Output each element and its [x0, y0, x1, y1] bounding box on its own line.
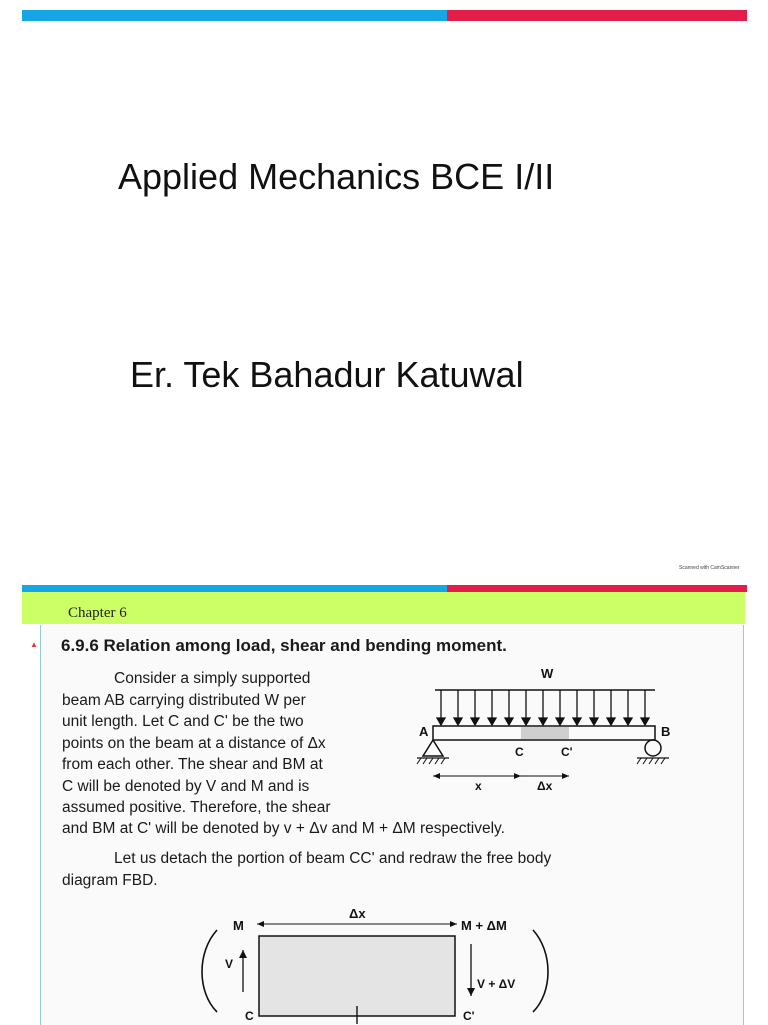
label-b: B: [661, 724, 671, 739]
para1-line: from each other. The shear and BM at: [62, 756, 323, 773]
moment-arrow-right: [533, 930, 548, 1012]
fbd-label-vdv: V + ΔV: [477, 977, 516, 991]
label-a: A: [419, 724, 429, 739]
beam-diagram: [405, 660, 705, 800]
slide-author: Er. Tek Bahadur Katuwal: [130, 354, 524, 395]
para2-line: diagram FBD.: [62, 871, 158, 889]
load-arrows: [437, 690, 649, 725]
roller-support: [645, 740, 661, 756]
fbd-beam-segment: [259, 936, 455, 1016]
label-c-prime: C': [561, 745, 573, 759]
chapter-band: [22, 592, 745, 624]
label-dx: Δx: [537, 779, 553, 793]
slide2-bar-red: [447, 585, 747, 592]
fbd-label-v: V: [225, 957, 234, 971]
slide-title: Applied Mechanics BCE I/II: [118, 156, 555, 197]
paragraph-1-end: and BM at C' will be denoted by v + Δv and M + ΔM respectively.: [62, 820, 505, 837]
para1-line: C will be denoted by V and M and is: [62, 777, 310, 795]
pin-support: [423, 740, 443, 756]
fbd-label-m: M: [233, 918, 244, 933]
fbd-label-c-prime: C': [463, 1009, 475, 1023]
fbd-label-dx: Δx: [349, 906, 366, 921]
bullet-marker: ▲: [30, 640, 38, 649]
para1-line: assumed positive. Therefore, the shear: [62, 799, 331, 816]
load-label: W: [541, 666, 554, 681]
fbd-diagram: [195, 900, 555, 1024]
paragraph-1: [62, 668, 382, 819]
fbd-label-mdm: M + ΔM: [461, 918, 507, 933]
para1-line: Consider a simply supported: [114, 670, 311, 687]
top-bar-blue: [22, 10, 447, 21]
para2-line: Let us detach the portion of beam CC' and redraw the free body: [114, 850, 552, 867]
paragraph-2: [62, 848, 702, 891]
slide2-bar-blue: [22, 585, 447, 592]
label-c: C: [515, 745, 524, 759]
top-bar-red: [447, 10, 747, 21]
para1-line: unit length. Let C and C' be the two: [62, 713, 304, 730]
section-heading: 6.9.6 Relation among load, shear and bending moment.: [61, 636, 507, 655]
para1-line: beam AB carrying distributed W per: [62, 691, 306, 709]
beam-segment-cc: [521, 727, 569, 739]
para1-line: points on the beam at a distance of Δx: [62, 734, 326, 752]
chapter-label: Chapter 6: [68, 605, 127, 621]
label-x: x: [475, 779, 482, 793]
fbd-label-c: C: [245, 1009, 254, 1023]
scanner-watermark: Scanned with CamScanner: [679, 565, 740, 571]
moment-arrow-left: [202, 930, 217, 1012]
